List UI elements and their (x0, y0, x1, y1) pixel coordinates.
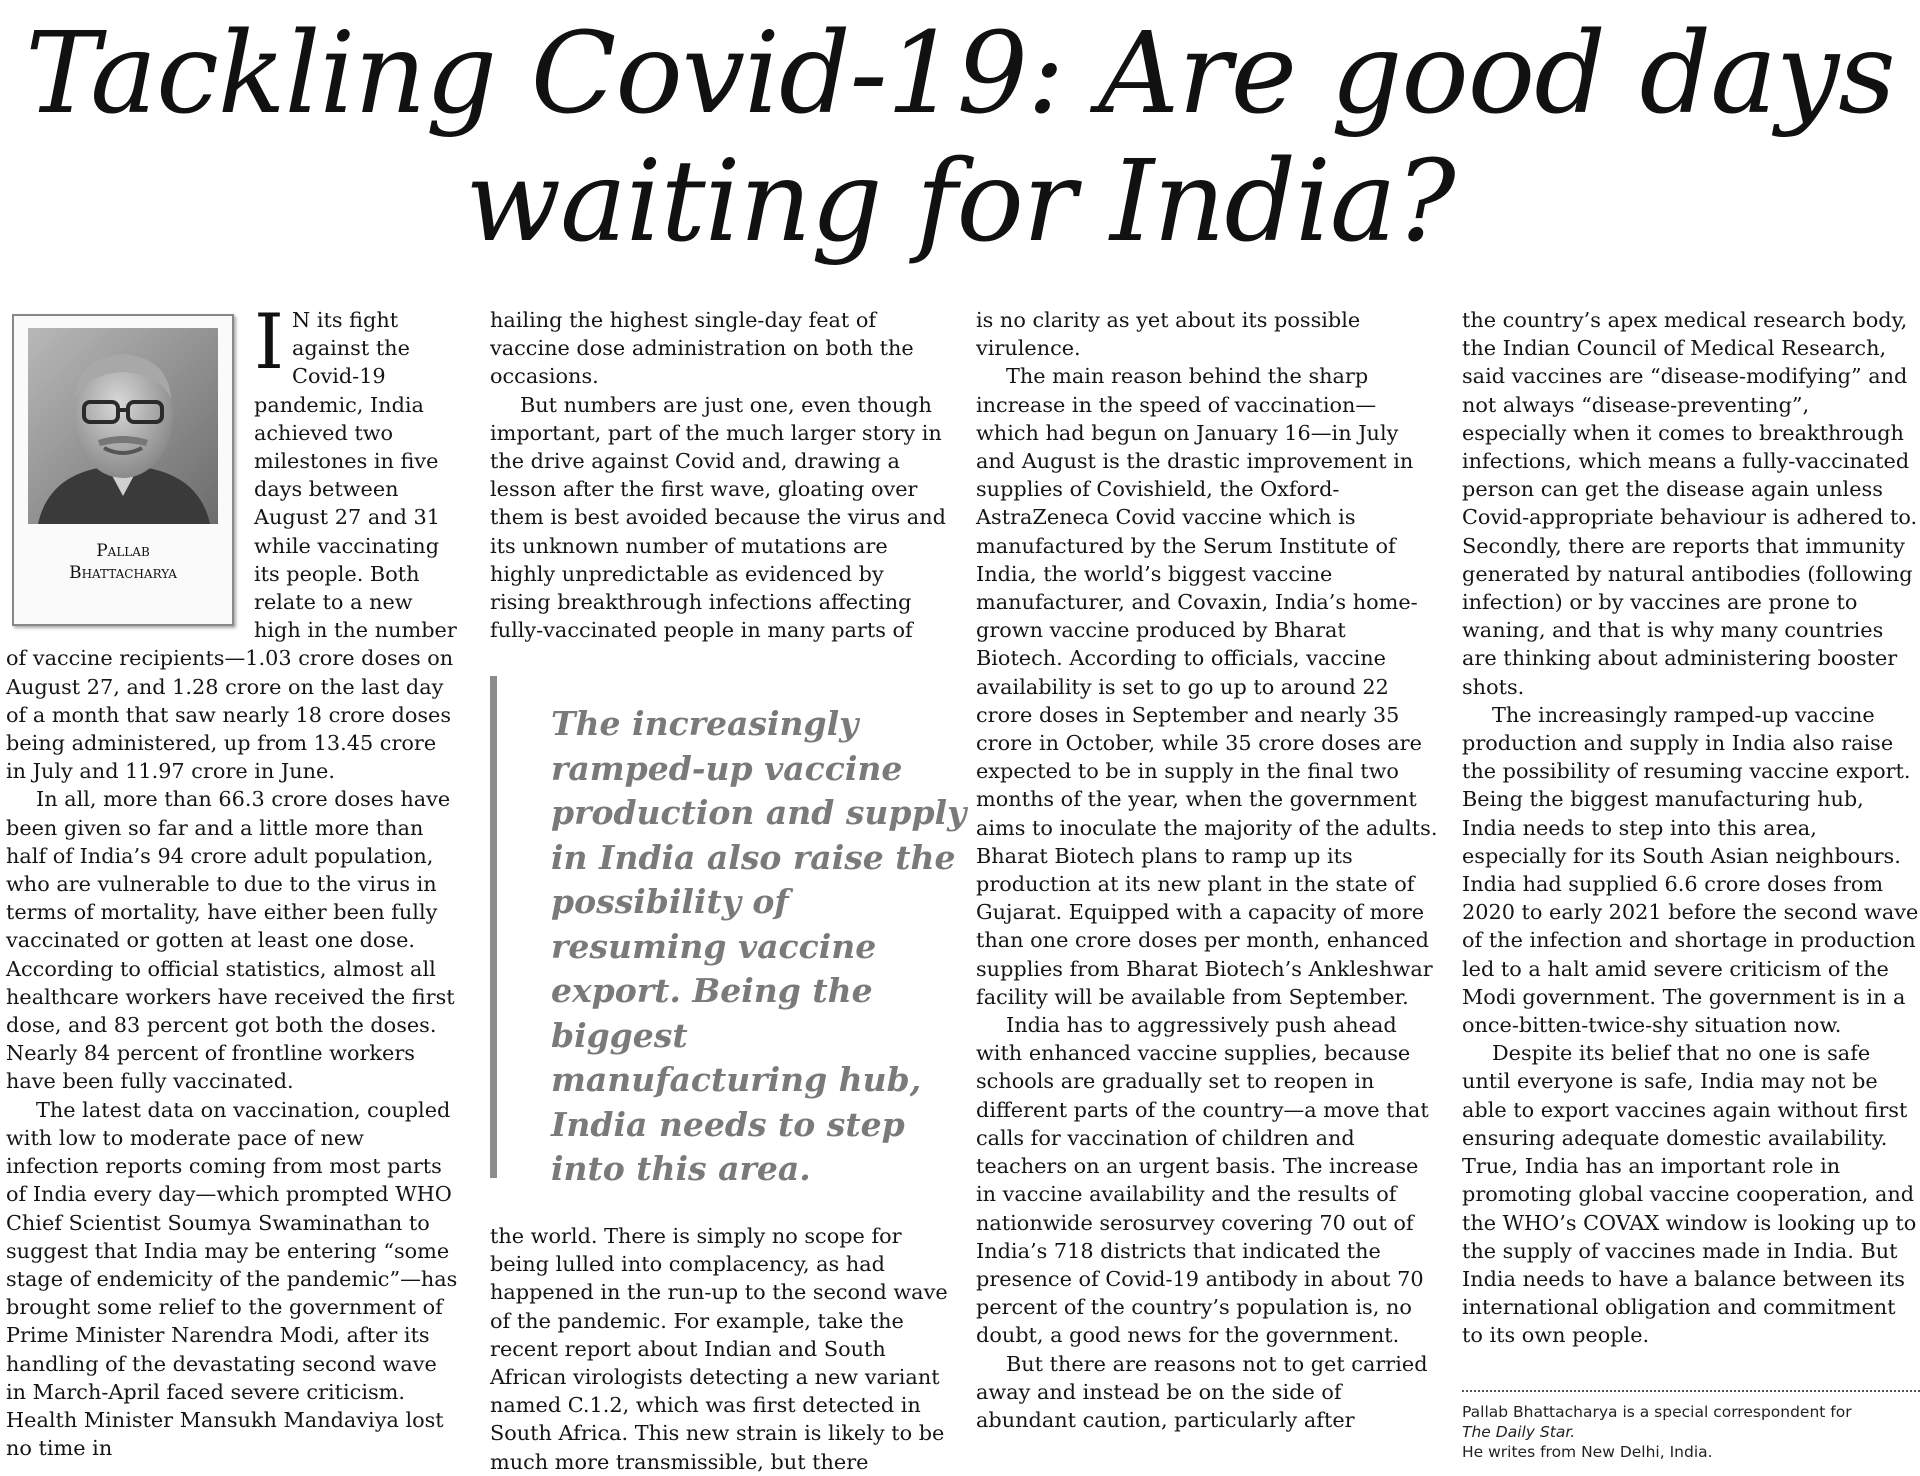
article-column-1 (6, 297, 458, 1462)
paragraph-1-text: N its fight against the Covid-19 pandemic, India achieved two milestones in five days between August 27 and 31 while vaccinating its people. Both relate to a new high in the number of vaccine recipients—1.03 crore doses on August 27, and 1.28 crore on the last day of a month that saw nearly 18 crore doses being administered, up from 13.45 crore in July and 11.97 crore in June. (6, 308, 457, 784)
paragraph-3-continued: hailing the highest single-day feat of vaccine dose administration on both the occasions. (490, 308, 914, 389)
drop-cap: I (254, 297, 285, 386)
paragraph-4: But numbers are just one, even though important, part of the much larger story in the drive against Covid and, drawing a lesson after the first wave, gloating over them is best avoided because the virus and its unknown number of mutations are highly unpredictable as evidenced by rising breakthrough infections affecting fully-vaccinated people in many parts of (490, 392, 946, 643)
article-column-2-top (490, 306, 950, 644)
author-caption-line-1: Pallab (96, 541, 150, 561)
author-photo-box (12, 314, 234, 626)
article-column-4 (1462, 306, 1920, 1350)
headline (0, 10, 1920, 266)
paragraph-4-continued: the world. There is simply no scope for being lulled into complacency, as had happened in the run-up to the second wave of the pandemic. For example, take the recent report about Indian and South African virologists detecting a new variant named C.1.2, which was first detected in South Africa. This new strain is likely to be much more transmissible, but there (490, 1224, 948, 1474)
author-caption-line-2: Bhattacharya (69, 563, 177, 583)
headline-line-1: Tackling Covid-19: Are good days (25, 9, 1895, 139)
paragraph-8: The increasingly ramped-up vaccine production and supply in India also raise the possibility of resuming vaccine export. Being the biggest manufacturing hub, India needs to step into this area, especially for its South Asian neighbours. India had supplied 6.6 crore doses from 2020 to early 2021 before the second wave of the infection and shortage in production led to a halt amid severe criticism of the Modi government. The government is in a once-bitten-twice-shy situation now. (1462, 702, 1919, 1038)
paragraph-6: India has to aggressively push ahead with enhanced vaccine supplies, because schools are gradually set to reopen in different parts of the country—a move that calls for vaccination of children and teachers on an urgent basis. The increase in vaccine availability and the results of nationwide serosurvey covering 70 out of India’s 718 districts that indicated the presence of Covid-19 antibody in about 70 percent of the country’s population is, no doubt, a good news for the government. (976, 1013, 1429, 1348)
tagline-line-1: Pallab Bhattacharya is a special correspondent for (1462, 1403, 1852, 1421)
headline-line-2: waiting for India? (465, 137, 1455, 267)
author-tagline (1462, 1390, 1920, 1462)
paragraph-3: The latest data on vaccination, coupled with low to moderate pace of new infection reports coming from most parts of India every day—which prompted WHO Chief Scientist Soumya Swaminathan to suggest that India may be entering “some stage of endemicity of the pandemic”—has brought some relief to the government of Prime Minister Narendra Modi, after its handling of the devastating second wave in March-April faced severe criticism. Health Minister Mansukh Mandaviya lost no time in (6, 1097, 458, 1461)
tagline-publication: The Daily Star. (1462, 1423, 1576, 1441)
paragraph-7: But there are reasons not to get carried away and instead be on the side of abundant caution, particularly after (976, 1351, 1428, 1432)
paragraph-7-continued: the country’s apex medical research body, the Indian Council of Medical Research, said vaccines are “disease-modifying” and not always “disease-preventing”, especially when it comes to breakthrough infections, which means a fully-vaccinated person can get the disease again unless Covid-appropriate behaviour is adhered to. Secondly, there are reports that immunity generated by natural antibodies (following infection) or by vaccines are prone to waning, and that is why many countries are thinking about administering booster shots. (1462, 308, 1918, 699)
tagline-line-2: He writes from New Delhi, India. (1462, 1443, 1713, 1461)
paragraph-2: In all, more than 66.3 crore doses have been given so far and a little more than half of India’s 94 crore adult population, who are vulnerable to due to the virus in terms of mortality, have either been fully vaccinated or gotten at least one dose. According to official statistics, almost all healthcare workers have received the first dose, and 83 percent got both the doses. Nearly 84 percent of frontline workers have been fully vaccinated. (6, 787, 455, 1094)
paragraph-5: The main reason behind the sharp increase in the speed of vaccination—which had begun on January 16—in July and August is the drastic improvement in supplies of Covishield, the Oxford-AstraZeneca Covid vaccine which is manufactured by the Serum Institute of India, the world’s biggest vaccine manufacturer, and Covaxin, India’s home-grown vaccine produced by Bharat Biotech. According to officials, vaccine availability is set to go up to around 22 crore doses in September and nearly 35 crore in October, while 35 crore doses are expected to be in supply in the final two months of the year, when the government aims to inoculate the majority of the adults. Bharat Biotech plans to ramp up its production at its new plant in the state of Gujarat. Equipped with a capacity of more than one crore doses per month, enhanced supplies from Bharat Biotech’s Ankleshwar facility will be available from September. (976, 364, 1438, 1009)
article-column-3 (976, 306, 1438, 1434)
paragraph-9: Despite its belief that no one is safe until everyone is safe, India may not be able to export vaccines again without first ensuring adequate domestic availability. True, India has an important role in promoting global vaccine cooperation, and the WHO’s COVAX window is looking up to the supply of vaccines made in India. But India needs to have a balance between its international obligation and commitment to its own people. (1462, 1041, 1917, 1348)
pull-quote-text: The increasingly ramped-up vaccine production and supply in India also raise the possibility of resuming vaccine export. Being the biggest manufacturing hub, India needs to step into this area. (551, 704, 967, 1188)
article-column-2-bottom (490, 1222, 950, 1476)
author-portrait (28, 328, 218, 524)
pull-quote (490, 676, 967, 1188)
paragraph-4-end: is no clarity as yet about its possible virulence. (976, 308, 1361, 361)
author-caption (14, 540, 232, 584)
